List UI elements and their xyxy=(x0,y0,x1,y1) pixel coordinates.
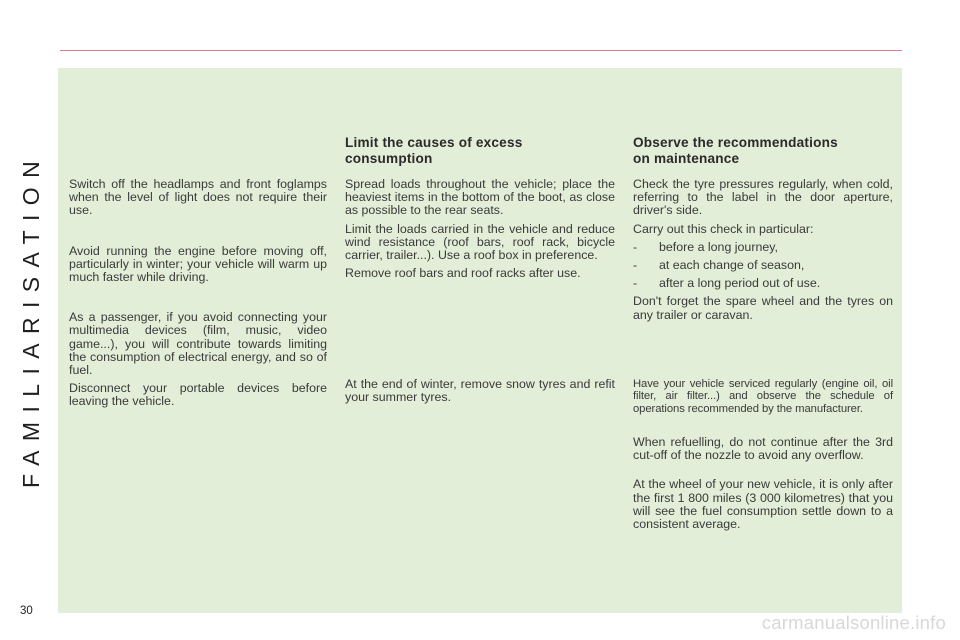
tip-disconnect: Disconnect your portable devices before leaving the vehicle. xyxy=(69,381,327,409)
heading-line-1: Observe the recommendations xyxy=(633,135,838,150)
page-number: 30 xyxy=(20,605,33,617)
tip-tyre-pressures: Check the tyre pressures regularly, when cold, referring to the label in the door aperture, driver's side. xyxy=(633,177,893,218)
list-item-text: before a long journey, xyxy=(659,239,778,254)
list-dash: - xyxy=(633,258,638,273)
column-electrical xyxy=(69,178,327,409)
column-maintenance xyxy=(633,178,893,322)
list-item xyxy=(633,277,893,290)
tip-refuelling: When refuelling, do not continue after the 3rd cut-off of the nozzle to avoid any overflow. xyxy=(633,434,893,463)
heading-line-2: on maintenance xyxy=(633,150,740,166)
list-dash: - xyxy=(633,239,638,254)
tip-headlamps: Switch off the headlamps and front foglamps when the level of light does not require their use. xyxy=(69,177,327,218)
heading-line-1: Limit the causes of excess xyxy=(345,135,523,150)
watermark: carmanualsonline.info xyxy=(761,612,946,633)
list-dash: - xyxy=(633,276,638,291)
list-item-text: after a long period out of use. xyxy=(659,276,821,291)
heading-maintenance xyxy=(633,135,895,166)
list-item xyxy=(633,259,893,272)
tip-servicing: Have your vehicle serviced regularly (engine oil, oil filter, air filter...) and observe the schedule of operations recommended by the manufacturer. xyxy=(633,378,893,415)
section-title: FAMILIARISATION xyxy=(18,151,44,488)
tip-limit-loads: Limit the loads carried in the vehicle and reduce wind resistance (roof bars, roof rack, bicycle carrier, trailer...). Use a roof box in preference. xyxy=(345,221,615,263)
tip-check-when: Carry out this check in particular: xyxy=(633,221,814,236)
tip-remove-roof-bars: Remove roof bars and roof racks after use. xyxy=(345,266,581,281)
top-rule xyxy=(60,50,902,51)
tip-new-vehicle: At the wheel of your new vehicle, it is only after the first 1 800 miles (3 000 kilometres) that you will see the fuel consumption settle down to a consistent average. xyxy=(633,477,893,531)
tip-spare-wheel: Don't forget the spare wheel and the tyres on any trailer or caravan. xyxy=(633,294,893,322)
column-loads xyxy=(345,178,615,280)
tip-spread-loads: Spread loads throughout the vehicle; place the heaviest items in the bottom of the boot, as close as possible to the rear seats. xyxy=(345,177,615,218)
heading-excess-consumption xyxy=(345,135,605,166)
tip-warm-up: Avoid running the engine before moving off, particularly in winter; your vehicle will warm up much faster while driving. xyxy=(69,243,327,285)
list-item xyxy=(633,241,893,254)
tip-snow-tyres-block xyxy=(345,378,615,404)
tip-multimedia: As a passenger, if you avoid connecting your multimedia devices (film, music, video game...), you will contribute towards limiting the consumption of electrical energy, and so of fuel. xyxy=(69,310,327,378)
list-item-text: at each change of season, xyxy=(659,258,805,273)
column-maintenance-lower xyxy=(633,378,893,531)
tip-snow-tyres: At the end of winter, remove snow tyres and refit your summer tyres. xyxy=(345,377,615,405)
heading-line-2: consumption xyxy=(345,150,433,166)
